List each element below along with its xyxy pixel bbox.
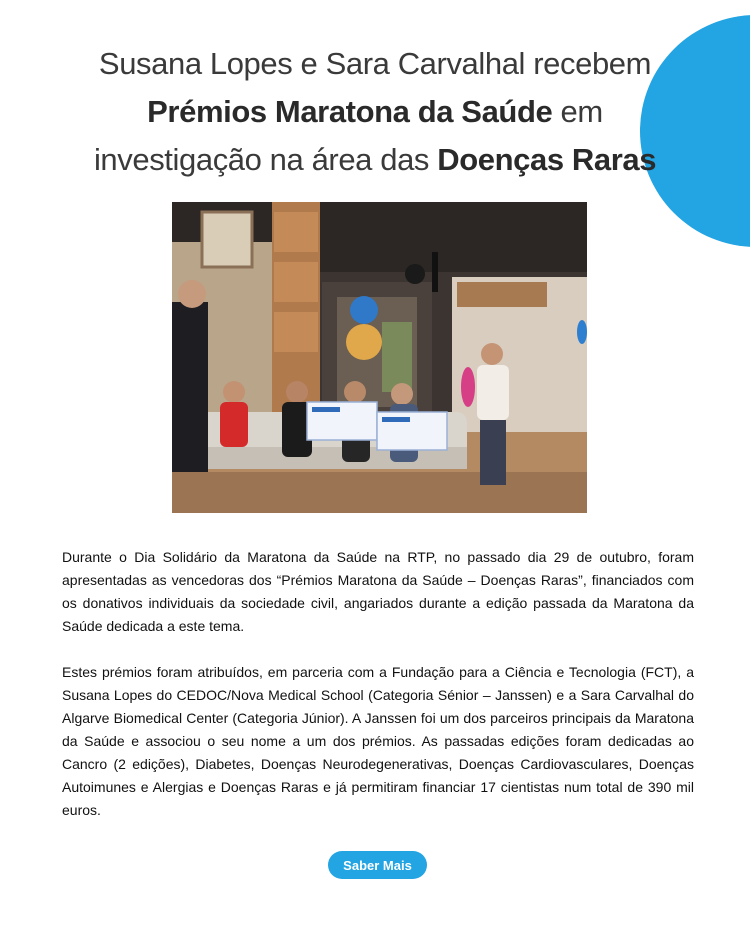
headline-part-1: Susana Lopes e Sara Carvalhal recebem: [98, 46, 652, 81]
headline-bold-rare-diseases: Doenças Raras: [437, 142, 657, 177]
headline-bold-award-name: Prémios Maratona da Saúde: [147, 94, 553, 129]
article-paragraph-2: Estes prémios foram atribuídos, em parceria com a Fundação para a Ciência e Tecnologia (FCT), a Susana Lopes do CEDOC/Nova Medical School (Categoria Sénior – Janssen) e a Sara Carvalhal do Algarve Biomedical Center (Categoria Júnior). A Janssen foi um dos parceiros principais da Maratona da Saúde e associou o seu nome a um dos prémios. As passadas edições foram dedicadas ao Cancro (2 edições), Diabetes, Doenças Neurodegenerativas, Doenças Cardiovasculares, Doenças Autoimunes e Alergias e Doenças Raras e já permitiram financiar 17 cientistas num total de 390 mil euros.: [62, 664, 694, 818]
article-body: [62, 546, 694, 822]
saber-mais-button[interactable]: Saber Mais: [328, 851, 427, 879]
award-ceremony-photo: [172, 202, 587, 513]
headline-part-2: em investigação na área das: [93, 94, 603, 177]
tv-studio-scene-illustration: [172, 202, 587, 513]
article-paragraph-1: Durante o Dia Solidário da Maratona da Saúde na RTP, no passado dia 29 de outubro, foram apresentadas as vencedoras dos “Prémios Maratona da Saúde – Doenças Raras”, financiados com os donativos individuais da sociedade civil, angariados durante a edição passada da Maratona da Saúde dedicada a este tema.: [62, 549, 694, 634]
article-headline: [60, 40, 690, 184]
